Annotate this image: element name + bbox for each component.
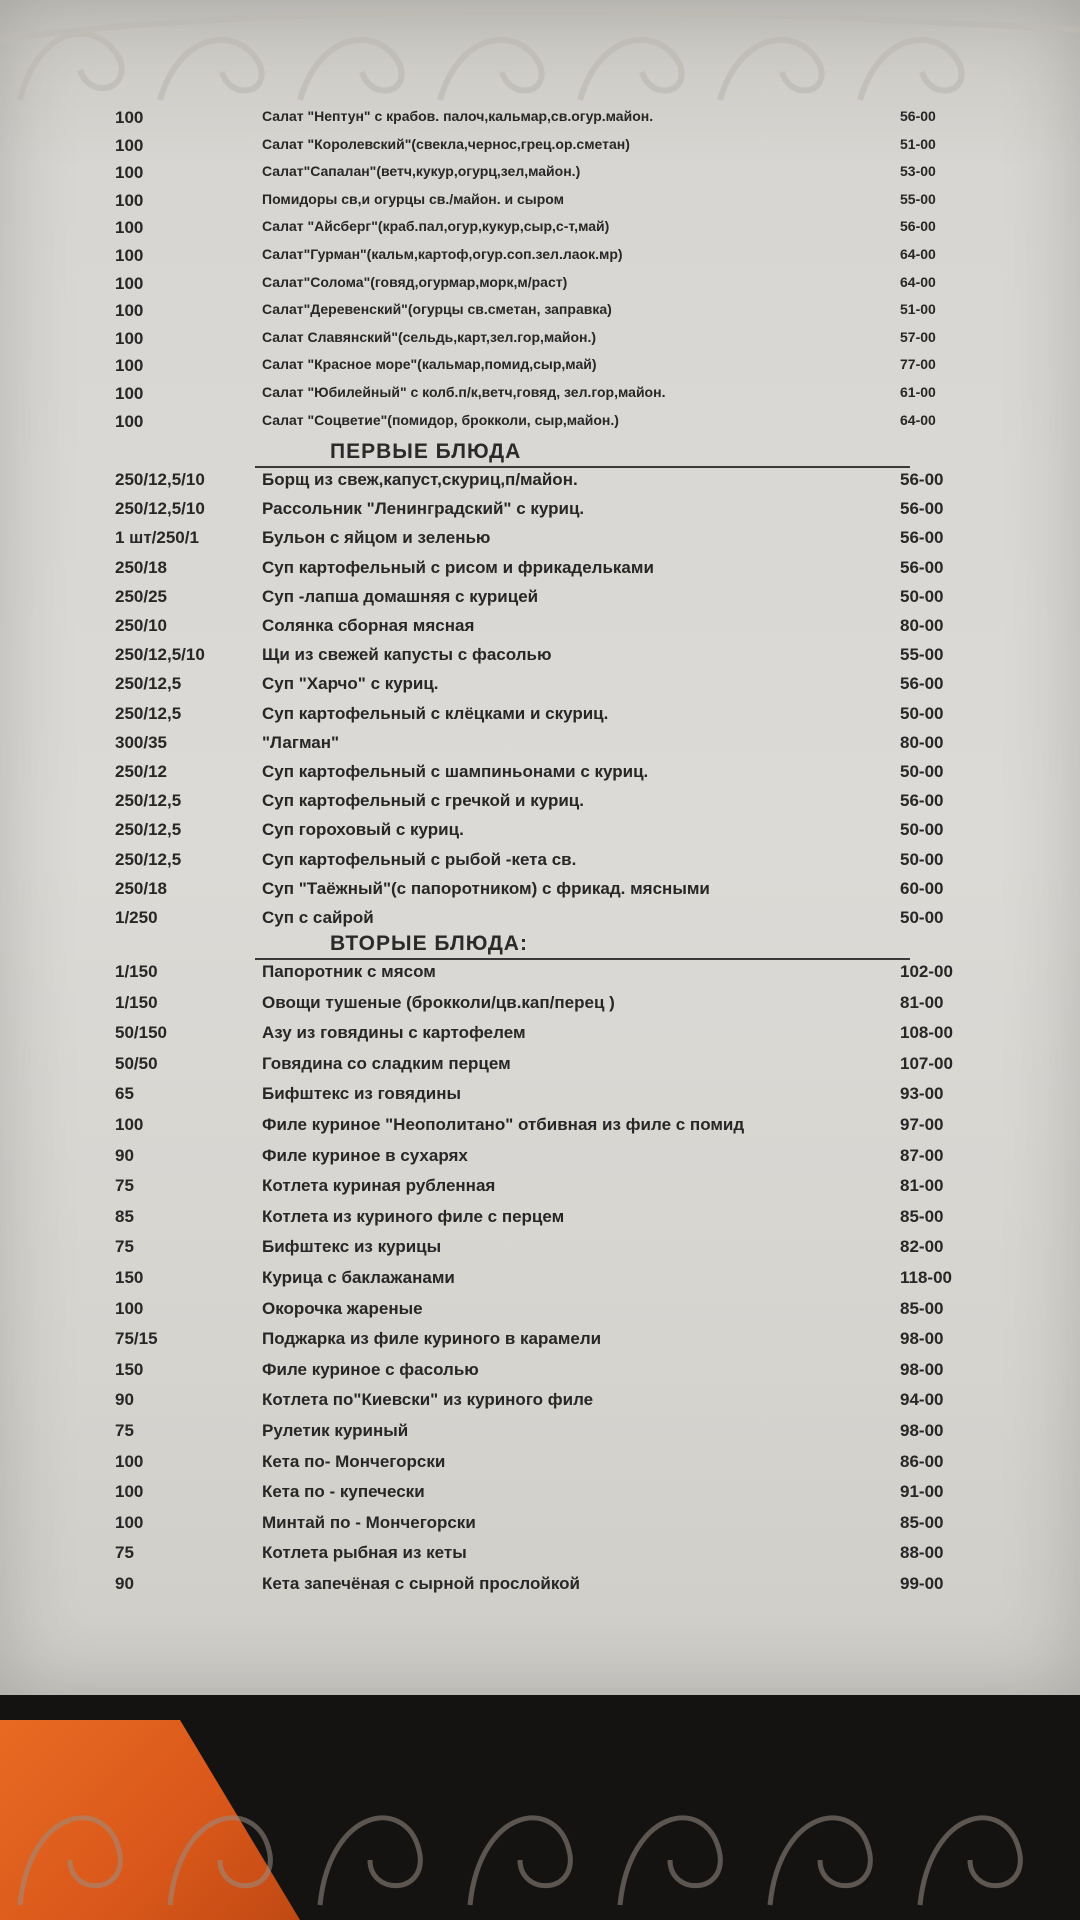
dish-name: Суп картофельный с рисом и фрикадельками — [262, 557, 654, 577]
price: 56-00 — [900, 528, 944, 548]
portion: 90 — [115, 1390, 134, 1410]
dish-name: Борщ из свеж,капуст,скуриц,п/майон. — [262, 470, 578, 489]
dish-name: Окорочка жареные — [262, 1298, 423, 1318]
dish-name: Котлета рыбная из кеты — [262, 1543, 467, 1563]
menu-row — [0, 1543, 1080, 1571]
dish-name: Суп -лапша домашняя с курицей — [262, 586, 539, 606]
menu-row — [0, 879, 1080, 907]
portion: 100 — [115, 1482, 144, 1502]
menu-row — [0, 356, 1080, 384]
portion: 100 — [115, 328, 144, 348]
portion: 100 — [115, 384, 144, 403]
menu-row — [0, 850, 1080, 878]
dish-name: Курица с баклажанами — [262, 1268, 455, 1287]
price: 64-00 — [900, 246, 936, 262]
menu-row — [0, 1360, 1080, 1388]
portion: 100 — [115, 1451, 144, 1471]
dish-name: Солянка сборная мясная — [262, 616, 475, 635]
menu-row — [0, 733, 1080, 761]
price: 50-00 — [900, 849, 944, 869]
menu-row — [0, 274, 1080, 302]
portion: 250/12,5 — [115, 849, 182, 869]
portion: 100 — [115, 356, 144, 376]
menu-row — [0, 528, 1080, 556]
menu-row — [0, 1054, 1080, 1082]
menu-row — [0, 163, 1080, 191]
portion: 50/50 — [115, 1053, 158, 1073]
portion: 250/25 — [115, 586, 167, 606]
dish-name: Котлета куриная рубленная — [262, 1176, 496, 1196]
cover-ornament-bottom — [0, 1745, 1080, 1920]
price: 50-00 — [900, 762, 944, 781]
menu-row — [0, 1390, 1080, 1418]
price: 77-00 — [900, 356, 936, 373]
portion: 1/250 — [115, 908, 158, 927]
dish-name: Кета по- Мончегорски — [262, 1451, 446, 1471]
portion: 100 — [115, 218, 144, 238]
dish-name: Салат Славянский"(сельдь,карт,зел.гор,майон.) — [262, 328, 597, 345]
menu-row — [0, 558, 1080, 586]
menu-row — [0, 470, 1080, 498]
portion: 100 — [115, 135, 144, 155]
portion: 150 — [115, 1359, 144, 1379]
menu-row — [0, 1115, 1080, 1143]
dish-name: Салат "Айсберг"(краб.пал,огур,кукур,сыр,с-т,май) — [262, 218, 610, 235]
dish-name: Минтай по - Мончегорски — [262, 1512, 476, 1532]
price: 107-00 — [900, 1053, 953, 1073]
price: 50-00 — [900, 820, 944, 840]
menu-row — [0, 962, 1080, 990]
price: 56-00 — [900, 499, 944, 519]
menu-row — [0, 1176, 1080, 1204]
dish-name: Рассольник "Ленинградский" с куриц. — [262, 499, 585, 519]
menu-row — [0, 246, 1080, 274]
menu-row — [0, 384, 1080, 412]
portion: 100 — [115, 301, 144, 321]
price: 50-00 — [900, 586, 944, 606]
portion: 100 — [115, 246, 144, 265]
dish-name: Котлета по"Киевски" из куриного филе — [262, 1390, 594, 1410]
price: 50-00 — [900, 703, 944, 723]
price: 50-00 — [900, 908, 944, 927]
dish-name: Рулетик куриный — [262, 1421, 409, 1440]
menu-row — [0, 993, 1080, 1021]
dish-name: Суп "Таёжный"(с папоротником) с фрикад. мясными — [262, 878, 710, 898]
portion: 100 — [115, 1512, 144, 1532]
menu-row — [0, 218, 1080, 246]
menu-row — [0, 1513, 1080, 1541]
dish-name: Суп с сайрой — [262, 908, 374, 927]
price: 99-00 — [900, 1574, 944, 1593]
price: 55-00 — [900, 190, 936, 207]
price: 81-00 — [900, 1176, 944, 1196]
price: 61-00 — [900, 384, 936, 400]
portion: 250/12,5 — [115, 703, 182, 723]
menu-row — [0, 1268, 1080, 1296]
menu-row — [0, 329, 1080, 357]
dish-name: Суп картофельный с рыбой -кета св. — [262, 849, 577, 869]
menu-row — [0, 1237, 1080, 1265]
portion: 75/15 — [115, 1329, 158, 1349]
menu-row — [0, 616, 1080, 644]
portion: 250/12,5 — [115, 674, 182, 694]
dish-name: Суп "Харчо" с куриц. — [262, 674, 439, 694]
price: 88-00 — [900, 1543, 944, 1563]
dish-name: Салат "Юбилейный" с колб.п/к,ветч,говяд, зел.гор,майон. — [262, 384, 666, 400]
portion: 85 — [115, 1206, 134, 1226]
price: 51-00 — [900, 135, 936, 152]
dish-name: Салат "Королевский"(свекла,чернос,грец.ор.сметан) — [262, 135, 630, 152]
price: 60-00 — [900, 878, 944, 898]
price: 108-00 — [900, 1023, 953, 1043]
menu-row — [0, 1146, 1080, 1174]
price: 81-00 — [900, 992, 944, 1012]
portion: 100 — [115, 163, 144, 183]
menu-row — [0, 412, 1080, 440]
dish-name: Салат"Солома"(говяд,огурмар,морк,м/раст) — [262, 273, 568, 290]
dish-name: Филе куриное с фасолью — [262, 1359, 479, 1379]
dish-name: Помидоры св,и огурцы св./майон. и сыром — [262, 190, 565, 207]
menu-row — [0, 704, 1080, 732]
dish-name: Поджарка из филе куриного в карамели — [262, 1329, 602, 1349]
second-courses-title: ВТОРЫЕ БЛЮДА: — [330, 932, 528, 955]
price: 98-00 — [900, 1329, 944, 1349]
menu-row — [0, 108, 1080, 136]
dish-name: Кета по - купечески — [262, 1482, 425, 1502]
portion: 100 — [115, 108, 144, 127]
menu-row — [0, 674, 1080, 702]
price: 56-00 — [900, 557, 944, 577]
menu-row — [0, 791, 1080, 819]
dish-name: Бульон с яйцом и зеленью — [262, 528, 491, 548]
second-courses-header — [255, 932, 910, 960]
portion: 250/12 — [115, 762, 167, 781]
dish-name: Папоротник с мясом — [262, 962, 436, 981]
menu-row — [0, 1084, 1080, 1112]
price: 80-00 — [900, 732, 944, 752]
price: 56-00 — [900, 674, 944, 694]
price: 51-00 — [900, 301, 936, 318]
dish-name: Салат"Сапалан"(ветч,кукур,огурц,зел,майон.) — [262, 163, 581, 180]
price: 97-00 — [900, 1115, 944, 1134]
dish-name: "Лагман" — [262, 732, 340, 752]
portion: 250/12,5 — [115, 820, 182, 840]
portion: 65 — [115, 1084, 134, 1104]
dish-name: Щи из свежей капусты с фасолью — [262, 645, 552, 665]
dish-name: Суп гороховый с куриц. — [262, 820, 464, 840]
menu-row — [0, 587, 1080, 615]
dish-name: Бифштекс из курицы — [262, 1237, 442, 1257]
price: 53-00 — [900, 163, 936, 180]
menu-row — [0, 1329, 1080, 1357]
menu-row — [0, 820, 1080, 848]
price: 85-00 — [900, 1512, 944, 1532]
menu-row — [0, 1452, 1080, 1480]
menu-row — [0, 191, 1080, 219]
first-courses-title: ПЕРВЫЕ БЛЮДА — [330, 440, 522, 463]
portion: 100 — [115, 1115, 144, 1134]
portion: 100 — [115, 190, 144, 210]
portion: 250/12,5/10 — [115, 499, 205, 519]
menu-row — [0, 1023, 1080, 1051]
menu-row — [0, 499, 1080, 527]
dish-name: Салат "Соцветие"(помидор, брокколи, сыр,майон.) — [262, 411, 619, 428]
portion: 75 — [115, 1237, 134, 1257]
price: 85-00 — [900, 1206, 944, 1226]
price: 56-00 — [900, 470, 944, 489]
menu-row — [0, 1299, 1080, 1327]
portion: 250/18 — [115, 878, 167, 898]
menu-row — [0, 1482, 1080, 1510]
price: 56-00 — [900, 108, 936, 124]
dish-name: Котлета из куриного филе с перцем — [262, 1206, 565, 1226]
price: 64-00 — [900, 411, 936, 428]
portion: 250/10 — [115, 616, 167, 635]
dish-name: Суп картофельный с шампиньонами с куриц. — [262, 762, 649, 781]
portion: 250/18 — [115, 557, 167, 577]
price: 82-00 — [900, 1237, 944, 1257]
price: 93-00 — [900, 1084, 944, 1104]
price: 56-00 — [900, 791, 944, 811]
menu-row — [0, 762, 1080, 790]
dish-name: Салат "Нептун" с крабов. палоч,кальмар,св.огур.майон. — [262, 108, 654, 124]
price: 86-00 — [900, 1451, 944, 1471]
paper-ornament-top — [0, 0, 1080, 110]
portion: 90 — [115, 1145, 134, 1165]
portion: 75 — [115, 1543, 134, 1563]
menu-row — [0, 1207, 1080, 1235]
portion: 100 — [115, 411, 144, 431]
portion: 100 — [115, 273, 144, 293]
price: 85-00 — [900, 1298, 944, 1318]
portion: 90 — [115, 1574, 134, 1593]
price: 91-00 — [900, 1482, 944, 1502]
price: 64-00 — [900, 273, 936, 290]
price: 80-00 — [900, 616, 944, 635]
price: 98-00 — [900, 1359, 944, 1379]
dish-name: Азу из говядины с картофелем — [262, 1023, 526, 1043]
menu-row — [0, 1574, 1080, 1602]
portion: 1 шт/250/1 — [115, 528, 199, 548]
portion: 1/150 — [115, 992, 158, 1012]
dish-name: Суп картофельный с гречкой и куриц. — [262, 791, 584, 811]
dish-name: Филе куриное "Неополитано" отбивная из филе с помид — [262, 1115, 745, 1134]
first-courses-header — [255, 440, 910, 468]
menu-row — [0, 136, 1080, 164]
portion: 50/150 — [115, 1023, 167, 1043]
portion: 1/150 — [115, 962, 158, 981]
portion: 100 — [115, 1298, 144, 1318]
dish-name: Овощи тушеные (брокколи/цв.кап/перец ) — [262, 992, 615, 1012]
portion: 75 — [115, 1176, 134, 1196]
dish-name: Салат "Красное море"(кальмар,помид,сыр,май) — [262, 356, 597, 373]
price: 98-00 — [900, 1421, 944, 1440]
dish-name: Филе куриное в сухарях — [262, 1145, 468, 1165]
portion: 250/12,5/10 — [115, 470, 205, 489]
portion: 75 — [115, 1421, 134, 1440]
price: 56-00 — [900, 218, 936, 235]
dish-name: Говядина со сладким перцем — [262, 1053, 511, 1073]
price: 87-00 — [900, 1145, 944, 1165]
portion: 250/12,5/10 — [115, 645, 205, 665]
dish-name: Бифштекс из говядины — [262, 1084, 461, 1104]
portion: 150 — [115, 1268, 144, 1287]
menu-row — [0, 645, 1080, 673]
price: 55-00 — [900, 645, 944, 665]
portion: 300/35 — [115, 732, 167, 752]
price: 118-00 — [900, 1268, 952, 1287]
menu-row — [0, 301, 1080, 329]
price: 102-00 — [900, 962, 953, 981]
menu-row — [0, 1421, 1080, 1449]
dish-name: Салат"Деревенский"(огурцы св.сметан, заправка) — [262, 301, 612, 318]
price: 94-00 — [900, 1390, 944, 1410]
portion: 250/12,5 — [115, 791, 182, 811]
dish-name: Салат"Гурман"(кальм,картоф,огур.соп.зел.лаок.мр) — [262, 246, 623, 262]
dish-name: Суп картофельный с клёцками и скуриц. — [262, 703, 609, 723]
dish-name: Кета запечёная с сырной прослойкой — [262, 1574, 580, 1593]
price: 57-00 — [900, 328, 936, 345]
